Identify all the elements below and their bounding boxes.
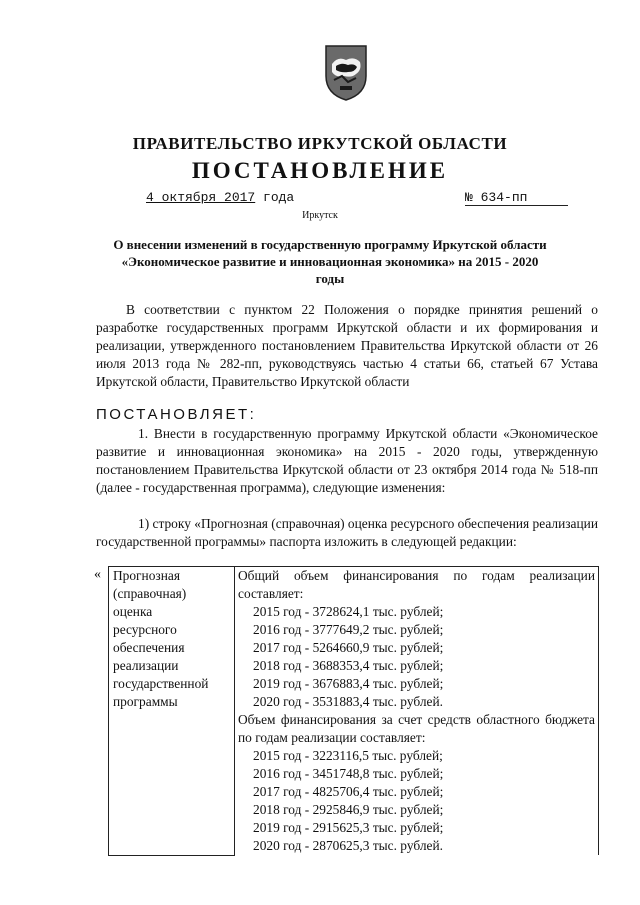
total-heading: Общий объем финансирования по годам реализации составляет: (238, 568, 595, 601)
label-line: Прогнозная (113, 568, 180, 583)
label-line: программы (113, 694, 178, 709)
resource-table (108, 566, 599, 856)
item-1-paragraph: 1. Внести в государственную программу Иркутской области «Экономическое развитие и инновационная экономика» на 2015 - 2020 годы, утвержденную постановлением Правительства Иркутской области от 23 октября 2014 года № 518-пп (далее - государственная программа), следующие изменения: (96, 426, 598, 495)
irkutsk-coat-of-arms-icon (322, 42, 370, 102)
opening-quote-mark: « (94, 567, 101, 582)
decree-date (146, 190, 294, 205)
decree-word: ПОСТАНОВЛЯЕТ: (96, 406, 257, 423)
regional-year-line: 2016 год - 3451748,8 тыс. рублей; (253, 766, 444, 781)
date-value: 4 октября 2017 (146, 190, 256, 205)
number-value: 634-пп (480, 190, 528, 205)
government-name: ПРАВИТЕЛЬСТВО ИРКУТСКОЙ ОБЛАСТИ (132, 134, 508, 153)
label-line: обеспечения (113, 640, 185, 655)
table-label-cell (109, 567, 235, 856)
preamble-paragraph: В соответствии с пунктом 22 Положения о порядке принятия решений о разработке государственных программ Иркутской области и их формирования и реализации, утвержденного постановлением Правительства Иркутской области от 26 июля 2013 года № 282-пп, руководствуясь частью 4 статьи 66, статьей 67 Устава Иркутской области, Правительство Иркутской области (96, 302, 598, 389)
label-line: оценка (113, 604, 153, 619)
total-year-line: 2018 год - 3688353,4 тыс. рублей; (253, 658, 444, 673)
regional-year-line: 2015 год - 3223116,5 тыс. рублей; (253, 748, 443, 763)
total-year-line: 2016 год - 3777649,2 тыс. рублей; (253, 622, 444, 637)
date-suffix: года (263, 190, 295, 205)
regional-heading: Объем финансирования за счет средств областного бюджета по годам реализации составляет: (238, 712, 595, 745)
number-prefix: № (465, 190, 473, 205)
decree-type-title: ПОСТАНОВЛЕНИЕ (191, 158, 449, 183)
regional-year-line: 2019 год - 2915625,3 тыс. рублей; (253, 820, 444, 835)
total-year-line: 2015 год - 3728624,1 тыс. рублей; (253, 604, 444, 619)
total-year-line: 2020 год - 3531883,4 тыс. рублей. (253, 694, 443, 709)
decree-number (465, 190, 568, 206)
label-line: ресурсного (113, 622, 177, 637)
label-line: реализации (113, 658, 179, 673)
label-line: государственной (113, 676, 209, 691)
regional-year-line: 2017 год - 4825706,4 тыс. рублей; (253, 784, 444, 799)
regional-year-line: 2018 год - 2925846,9 тыс. рублей; (253, 802, 444, 817)
item-1-1-paragraph: 1) строку «Прогнозная (справочная) оценка ресурсного обеспечения реализации государственной программы» паспорта изложить в следующей редакции: (96, 516, 598, 549)
city-name: Иркутск (302, 210, 338, 221)
decree-subject: О внесении изменений в государственную программу Иркутской области «Экономическое развитие и инновационная экономика» на 2015 - 2020 годы (113, 237, 547, 286)
table-row (109, 567, 599, 856)
total-year-line: 2019 год - 3676883,4 тыс. рублей; (253, 676, 444, 691)
label-line: (справочная) (113, 586, 187, 601)
total-year-line: 2017 год - 5264660,9 тыс. рублей; (253, 640, 444, 655)
regional-year-line: 2020 год - 2870625,3 тыс. рублей. (253, 838, 443, 853)
table-content-cell (235, 567, 599, 856)
